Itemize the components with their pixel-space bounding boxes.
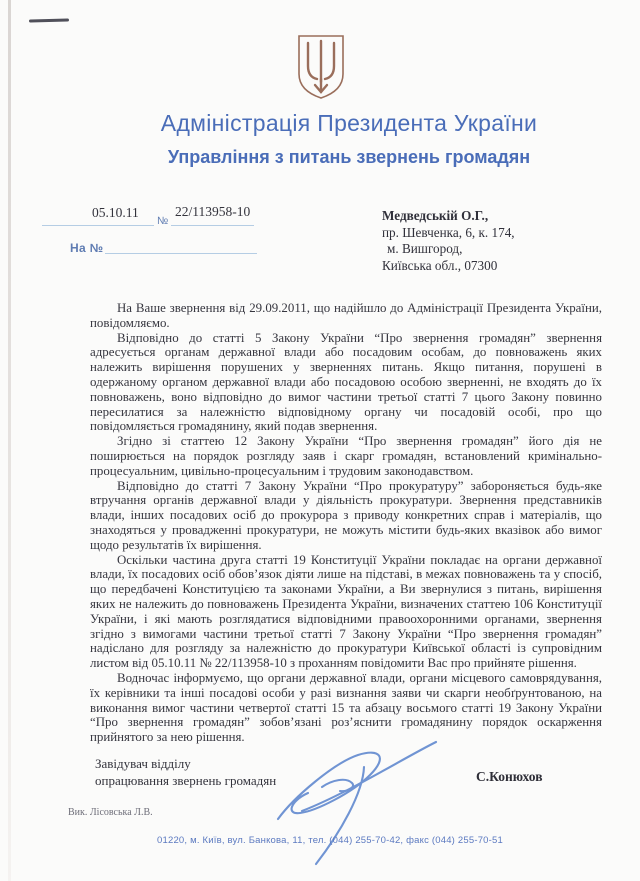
signatory-name: С.Конюхов [476,769,543,784]
scan-edge-line [8,0,11,881]
body-paragraph: Відповідно до статті 7 Закону України “Про прокуратуру” забороняється будь-яке втручання органів державної влади у діяльність прокуратури. Звернення представників влади, інших посадових осіб до прокурора з приводу конкретних справ і матеріалів, що знаходяться у провадженні прокуратури, не можуть містити будь-яких вказівок або вимог щодо результатів їх вирішення. [90,478,602,552]
executor-note: Вик. Лісовська Л.В. [68,807,153,818]
addressee-name: Медведській О.Г., [382,208,489,223]
addressee-address-line: Київська обл., 07300 [382,257,498,273]
outgoing-date: 05.10.11 [92,205,139,220]
org-title: Адміністрація Президента України [160,110,538,136]
body-paragraph: Відповідно до статті 5 Закону України “Про звернення громадян” звернення адресується органам державної влади або посадовим особам, до повноважень яких належить вирішення порушених у зверненнях питань. Якщо питання, порушені в одержаному органом державної влади або посадовою особою зверненні, не входять до їх повноважень, воно відповідно до вимог частини третьої статті 7 цього Закону повинно пересилатися за належністю відповідному органу чи посадовій особі, про що повідомляється громадянину, який подав звернення. [90,330,602,434]
body-paragraph: Водночас інформуємо, що органи державної влади, органи місцевого самоврядування, їх керівники та інші посадові особи у разі визнання заяви чи скарги необґрунтованою, на виконання вимог частини четвертої статті 15 та абзацу восьмого статті 19 Закону України “Про звернення громадян” зобов’язані роз’яснити громадянину порядок оскарження прийнятого за нею рішення. [90,670,602,745]
addressee-address-line: м. Вишгород, [387,241,463,257]
footer-contact-line: 01220, м. Київ, вул. Банкова, 11, тел. (044) 255-70-42, факс (044) 255-70-51 [157,835,503,846]
outgoing-number: 22/113958-10 [175,204,251,219]
number-label: № [157,215,169,227]
date-underline [42,225,154,226]
body-paragraph: На Ваше звернення від 29.09.2011, що надійшло до Адміністрації Президента України, повідомляємо. [90,301,602,330]
signatory-position [95,756,276,789]
org-subtitle: Управління з питань звернень громадян [167,147,531,167]
number-underline [171,225,254,226]
reply-to-label: На № [70,241,104,255]
addressee-block [382,208,515,274]
scan-artifact-dash [29,18,69,22]
body-paragraph: Згідно зі статтею 12 Закону України “Про звернення громадян” його дія не поширюється на порядок розгляду заяв і скарг громадян, встановлений кримінально-процесуальним, цивільно-процесуальним і трудовим законодавством. [90,434,602,478]
signatory-position-line: опрацювання звернень громадян [95,772,277,788]
addressee-address-line: пр. Шевченка, 6, к. 174, [382,224,515,240]
body-paragraph: Оскільки частина друга статті 19 Конституції України покладає на органи державної влади, їх посадових осіб обов’язок діяти лише на підставі, в межах повноважень та у спосіб, що передбачені Конституцією та законами України, а Ви звернулися з питань, вирішення яких не належить до повноважень Президента України, визначених статтею 106 Конституції України, і які мають розглядатися відповідними правоохоронними органами, звернення згідно з вимогами частини третьої статті 7 Закону України “Про звернення громадян” надіслано для розгляду за належністю до прокуратури Київської області із супровідним листом від 05.10.11 № 22/113958-10 з проханням повідомити Вас про прийняте рішення. [90,552,602,671]
reply-to-underline [105,253,257,254]
signatory-position-line: Завідувач відділу [95,756,191,771]
letter-body [90,301,602,745]
signature-stroke [260,731,448,869]
coat-of-arms-icon [296,33,346,101]
